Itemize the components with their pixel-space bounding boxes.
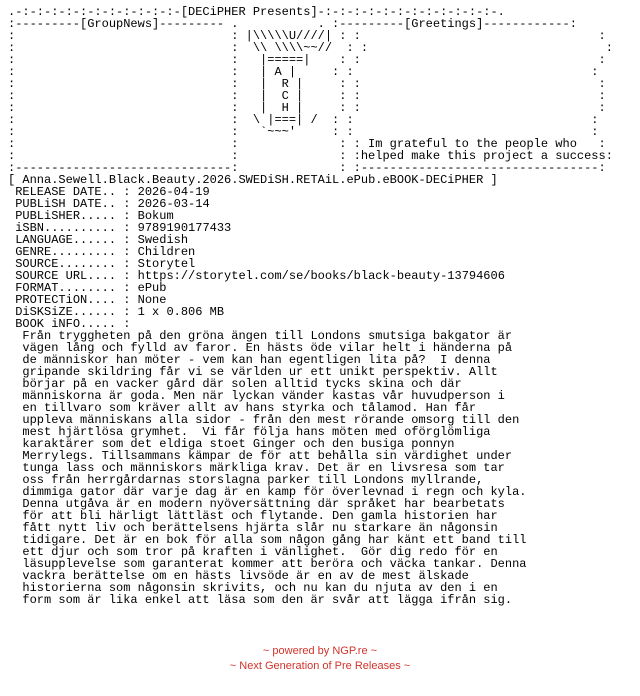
field-label: iSBN.......... (15, 221, 117, 235)
book-info-line: vägen lång och fylld av faror. En hästs öde vilar helt i händerna på (22, 341, 513, 355)
field-value: Swedish (137, 233, 189, 247)
banner-line: : : | H | : : : (8, 101, 606, 115)
book-info-line: de människor han möter - vem kan han egentligen lita på? I denna (22, 353, 491, 367)
book-info-line: människorna är goda. Men när lyckan vänder kastas vår huvudperson i (22, 389, 505, 403)
book-info-line: ett djur och som tror på kraften i vänlighet. Gör dig redo för en (22, 545, 498, 559)
field-label: PUBLiSHER..... (15, 209, 117, 223)
banner-line: : : | R | : : : (8, 77, 606, 91)
field-label: SOURCE........ (15, 257, 117, 271)
field-value: Children (137, 245, 196, 259)
field-value: ePub (137, 281, 167, 295)
release-title: Anna.Sewell.Black.Beauty.2026.SWEDiSH.RETAiL.ePub.eBOOK-DECiPHER (22, 173, 484, 187)
book-info-line: börjar på en vacker gård där solen alltid tycks skina och där (22, 377, 462, 391)
field-value: https://storytel.com/se/books/black-beauty-13794606 (137, 269, 505, 283)
book-info-line: tidigare. Det är en bok för alla som någon gång har känt ett band till (22, 533, 527, 547)
book-info-line: för att bli härligt lättläst och flytande. Den gamla historien har (22, 509, 498, 523)
book-info-line: fått nytt liv och berättelsens hjärta slår nu starkare än någonsin (22, 521, 498, 535)
field-label: LANGUAGE...... (15, 233, 117, 247)
footer-tagline: ~ Next Generation of Pre Releases ~ (229, 660, 411, 672)
book-info-line: vackra berättelse om en hästs livsöde är en av de mest älskade (22, 569, 469, 583)
banner-line: : : |=====| : : : (8, 53, 606, 67)
book-info-line: oss från herrgårdarnas storslagna parker till Londons myllrande, (22, 473, 484, 487)
field-value: Bokum (137, 209, 174, 223)
footer (0, 644, 640, 674)
field-label: RELEASE DATE.. (15, 185, 117, 199)
book-info-line: Denna utgåva är en modern nyöversättning där språket har bearbetats (22, 497, 505, 511)
banner-line: : : : : Im grateful to the people who : (8, 137, 606, 151)
banner-line: :---------[GroupNews]--------- . . :---------[Greetings]------------: (8, 17, 577, 31)
field-value: None (137, 293, 167, 307)
banner-line: : : : :helped make this project a success: (8, 149, 613, 163)
banner-line: : : | A | : : : (8, 65, 599, 79)
field-label: PROTECTiON.... (15, 293, 117, 307)
footer-powered-by: ~ powered by NGP.re ~ (262, 645, 378, 657)
book-info-line: historierna som någonsin skrivits, och nu kan du njuta av den i en (22, 581, 498, 595)
book-info-line: karaktärer som det eldiga stoet Ginger och den busiga ponnyn (22, 437, 455, 451)
book-info-line: form som är lika enkel att läsa som den är svår att lägga ifrån sig. (22, 593, 513, 607)
book-info-line: gripande skildring får vi se världen ur ett unikt perspektiv. Allt (22, 365, 498, 379)
field-value: 9789190177433 (137, 221, 232, 235)
book-info-line: en tillvaro som kräver allt av hans styrka och tålamod. Han får (22, 401, 477, 415)
banner-line: : : `~~~' : : : (8, 125, 599, 139)
field-label: FORMAT........ (15, 281, 117, 295)
field-label: SOURCE URL.... (15, 269, 117, 283)
nfo-content: .-:-:-:-:-:-:-:-:-:-:-:-[DECiPHER Presents]-:-:-:-:-:-:-:-:-:-:-:-:-. :---------[GroupNews]--------- . . :---------[Greetings]------------: : : |\\\\\U////| : : : : : \\ \\\\~~// : : : : : |=====| : : : : : | A | : : : : : | R | : : : : : | C | : : : : : | H | : : : : : \ |===| / : : : : : `~~~' : : : : : : : Im grateful to the people who : : : : :helped make this project a success: :------------------------------: : :---------------------------------: [ Anna.Sewell.Black.Beauty.2026.SWEDiSH.RETAiL.ePub.eBOOK-DECiPHER ] RELEASE DATE.. : 2026-04-19 PUBLiSH DATE.. : 2026-03-14 PUBLiSHER..... : Bokum iSBN.......... : 9789190177433 LANGUAGE...... : Swedish GENRE......... : Children SOURCE........ : Storytel SOURCE URL.... : https://storytel.com/se/books/black-beauty-13794606 FORMAT........ : ePub PROTECTiON.... : None DiSKSiZE...... : 1 x 0.806 MB BOOK iNFO..... : Från tryggheten på den gröna ängen till Londons smutsiga bakgator är vägen lång och fylld av faror. En hästs öde vilar helt i händerna på de människor han möter - vem kan han egentligen lita på? I denna gripande skildring får vi se världen ur ett unikt perspektiv. Allt börjar på en vacker gård där solen alltid tycks skina och där människorna är goda. Men när lyckan vänder kastas vår huvudperson i en tillvaro som kräver allt av hans styrka och tålamod. Han får uppleva människans alla sidor - från den mest rörande omsorg till den mest hjärtlösa grymhet. Vi får följa hans möten med oförglömliga karaktärer som det eldiga stoet Ginger och den busiga ponnyn Merrylegs. Tillsammans kämpar de för att behålla sin värdighet under tunga lass och människors märkliga krav. Det är en livsresa som tar oss från herrgårdarnas storslagna parker till Londons myllrande, dimmiga gator där varje dag är en kamp för överlevnad i regn och kyla. Denna utgåva är en modern nyöversättning där språket har bearbetats för att bli härligt lättläst och flytande. Den gamla historien har fått nytt liv och berättelsens hjärta slår nu starkare än någonsin tidigare. Det är en bok för alla som någon gång har känt ett band till ett djur och som tror på kraften i vänlighet. Gör dig redo för en läsupplevelse som garanterat kommer att beröra och väcka tankar. Denna vackra berättelse om en hästs livsöde är en av de mest älskade historierna som någonsin skrivits, och nu kan du njuta av den i en form som är lika enkel att läsa som den är svår att lägga ifrån sig. (8, 5, 613, 607)
book-info-line: uppleva människans alla sidor - från den mest rörande omsorg till den (22, 413, 520, 427)
banner-line: : : |\\\\\U////| : : : (8, 29, 606, 43)
book-info-line: dimmiga gator där varje dag är en kamp för överlevnad i regn och kyla. (22, 485, 527, 499)
banner-line: : : \ |===| / : : : (8, 113, 599, 127)
book-info-line: Merrylegs. Tillsammans kämpar de för att behålla sin värdighet under (22, 449, 513, 463)
banner-line: : : | C | : : : (8, 89, 606, 103)
field-value: 2026-03-14 (137, 197, 210, 211)
field-value: Storytel (137, 257, 196, 271)
field-label: BOOK iNFO..... (15, 317, 117, 331)
field-value: 1 x 0.806 MB (137, 305, 225, 319)
banner-line: .-:-:-:-:-:-:-:-:-:-:-:-[DECiPHER Presents]-:-:-:-:-:-:-:-:-:-:-:-:-. (8, 5, 505, 19)
field-value: 2026-04-19 (137, 185, 210, 199)
book-info-line: tunga lass och människors märkliga krav. Det är en livsresa som tar (22, 461, 505, 475)
banner-line: :------------------------------: : :---------------------------------: (8, 161, 606, 175)
field-label: PUBLiSH DATE.. (15, 197, 117, 211)
field-label: DiSKSiZE...... (15, 305, 117, 319)
book-info-line: läsupplevelse som garanterat kommer att beröra och väcka tankar. Denna (22, 557, 527, 571)
book-info-line: mest hjärtlösa grymhet. Vi får följa hans möten med oförglömliga (22, 425, 491, 439)
book-info-line: Från tryggheten på den gröna ängen till Londons smutsiga bakgator är (22, 329, 513, 343)
banner-line: : : \\ \\\\~~// : : : (8, 41, 613, 55)
field-label: GENRE......... (15, 245, 117, 259)
